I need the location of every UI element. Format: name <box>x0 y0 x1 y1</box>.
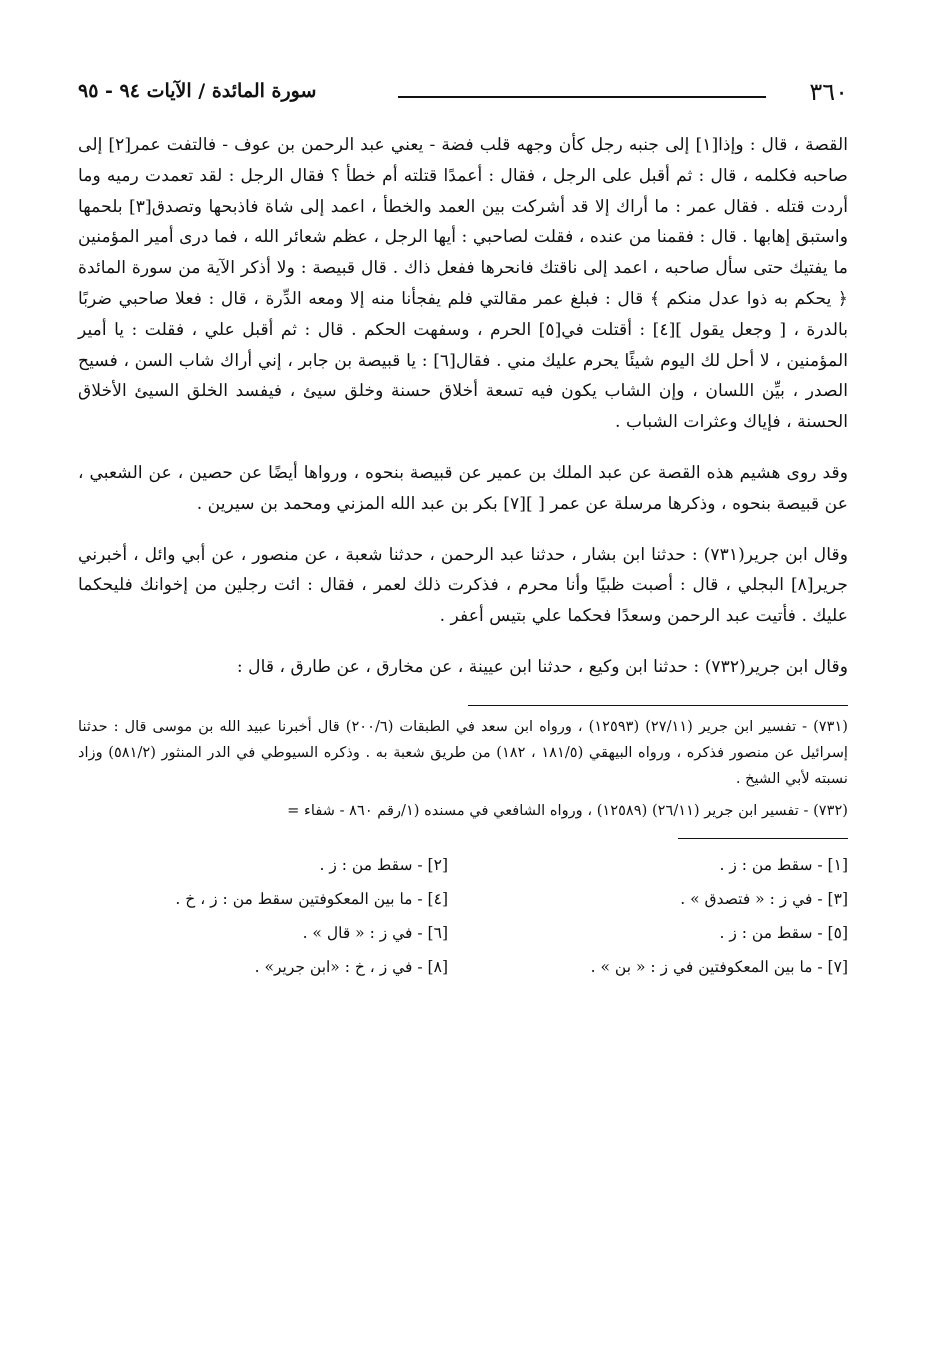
footnote: (٧٣٢) - تفسير ابن جرير (٢٦/١١) (١٢٥٨٩) ، ورواه الشافعي في مسنده (١/رقم ٨٦٠ - شفاء = <box>287 801 848 819</box>
footnote-rule <box>468 705 848 706</box>
main-text <box>78 130 848 683</box>
variant-note: [٣] - في ز : « فتصدق » . <box>680 889 848 908</box>
variant-note: [٤] - ما بين المعكوفتين سقط من : ز ، خ . <box>175 889 448 908</box>
page-number: ٣٦٠ <box>809 78 848 106</box>
variant-note: [٨] - في ز ، خ : «ابن جرير» . <box>254 957 448 976</box>
book-page <box>78 78 848 1308</box>
variant-note: [٢] - سقط من : ز . <box>319 855 448 874</box>
variant-note: [٦] - في ز : « قال » . <box>302 923 448 942</box>
variant-note: [١] - سقط من : ز . <box>719 855 848 874</box>
paragraph: وقال ابن جرير(٧٣٢) : حدثنا ابن وكيع ، حدثنا ابن عيينة ، عن مخارق ، عن طارق ، قال : <box>236 656 848 677</box>
footnote: (٧٣١) - تفسير ابن جرير (٢٧/١١) (١٢٥٩٣) ، ورواه ابن سعد في الطبقات (٢٠٠/٦) قال أخبرنا عبيد الله بن موسى قال : حدثنا إسرائيل عن منصور فذكره ، ورواه البيهقي (١٨١/٥ ، ١٨٢) من طريق شعبة به . وذكره السيوطي في الدر المنثور (٥٨١/٢) وزاد نسبته لأبي الشيخ . <box>78 717 848 787</box>
header-rule <box>398 96 766 98</box>
paragraph: وقال ابن جرير(٧٣١) : حدثنا ابن بشار ، حدثنا عبد الرحمن ، حدثنا شعبة ، عن منصور ، عن أبي وائل ، أخبرني جرير[٨] البجلي ، قال : أصبت ظبيًا وأنا محرم ، فذكرت ذلك لعمر ، فقال : ائت رجلين من إخوانك فليحكما عليك . فأتيت عبد الرحمن وسعدًا فحكما علي بتيس أعفر . <box>78 544 849 627</box>
variant-notes <box>78 851 848 981</box>
variant-note: [٥] - سقط من : ز . <box>719 923 848 942</box>
footnotes <box>78 714 848 824</box>
paragraph: وقد روى هشيم هذه القصة عن عبد الملك بن عمير عن قبيصة بنحوه ، ورواها أيضًا عن حصين ، عن الشعبي ، عن قبيصة بنحوه ، وذكرها مرسلة عن عمر [ ][٧] بكر بن عبد الله المزني ومحمد بن سيرين . <box>78 462 848 514</box>
variant-notes-rule <box>678 838 848 839</box>
page-header <box>78 78 848 108</box>
paragraph: القصة ، قال : وإذا[١] إلى جنبه رجل كأن وجهه قلب فضة - يعني عبد الرحمن بن عوف - فالتفت عمر[٢] إلى صاحبه فكلمه ، قال : ثم أقبل على الرجل ، فقال : أعمدًا قتلته أم خطأ ؟ فقال الرجل : لقد تعمدت رميه وما أردت قتله . فقال عمر : ما أراك إلا قد أشركت بين العمد والخطأ ، اعمد إلى شاة فاذبحها وتصدق[٣] بلحمها واستبق إهابها . قال : فقمنا من عنده ، فقلت لصاحبي : أيها الرجل ، عظم شعائر الله ، فما درى أمير المؤمنين ما يفتيك حتى سأل صاحبه ، اعمد إلى ناقتك فانحرها ففعل ذاك . قال قبيصة : ولا أذكر الآية من سورة المائدة ﴿ يحكم به ذوا عدل منكم ﴾ قال : فبلغ عمر مقالتي فلم يفجأنا منه إلا ومعه الدِّرة ، قال : فعلا صاحبي ضربًا بالدرة ، [ وجعل يقول ][٤] : أقتلت في[٥] الحرم ، وسفهت الحكم . قال : ثم أقبل علي ، فقلت : يا أمير المؤمنين ، لا أحل لك اليوم شيئًا يحرم عليك مني . فقال[٦] : يا قبيصة بن جابر ، إني أراك شاب السن ، فسيح الصدر ، بيِّن اللسان ، وإن الشاب يكون فيه تسعة أخلاق حسنة وخلق سيئ ، فيفسد الخلق السيئ الأخلاق الحسنة ، فإياك وعثرات الشباب . <box>78 135 848 433</box>
running-title: سورة المائدة / الآيات ٩٤ - ٩٥ <box>78 80 317 102</box>
variant-note: [٧] - ما بين المعكوفتين في ز : « بن » . <box>590 957 848 976</box>
